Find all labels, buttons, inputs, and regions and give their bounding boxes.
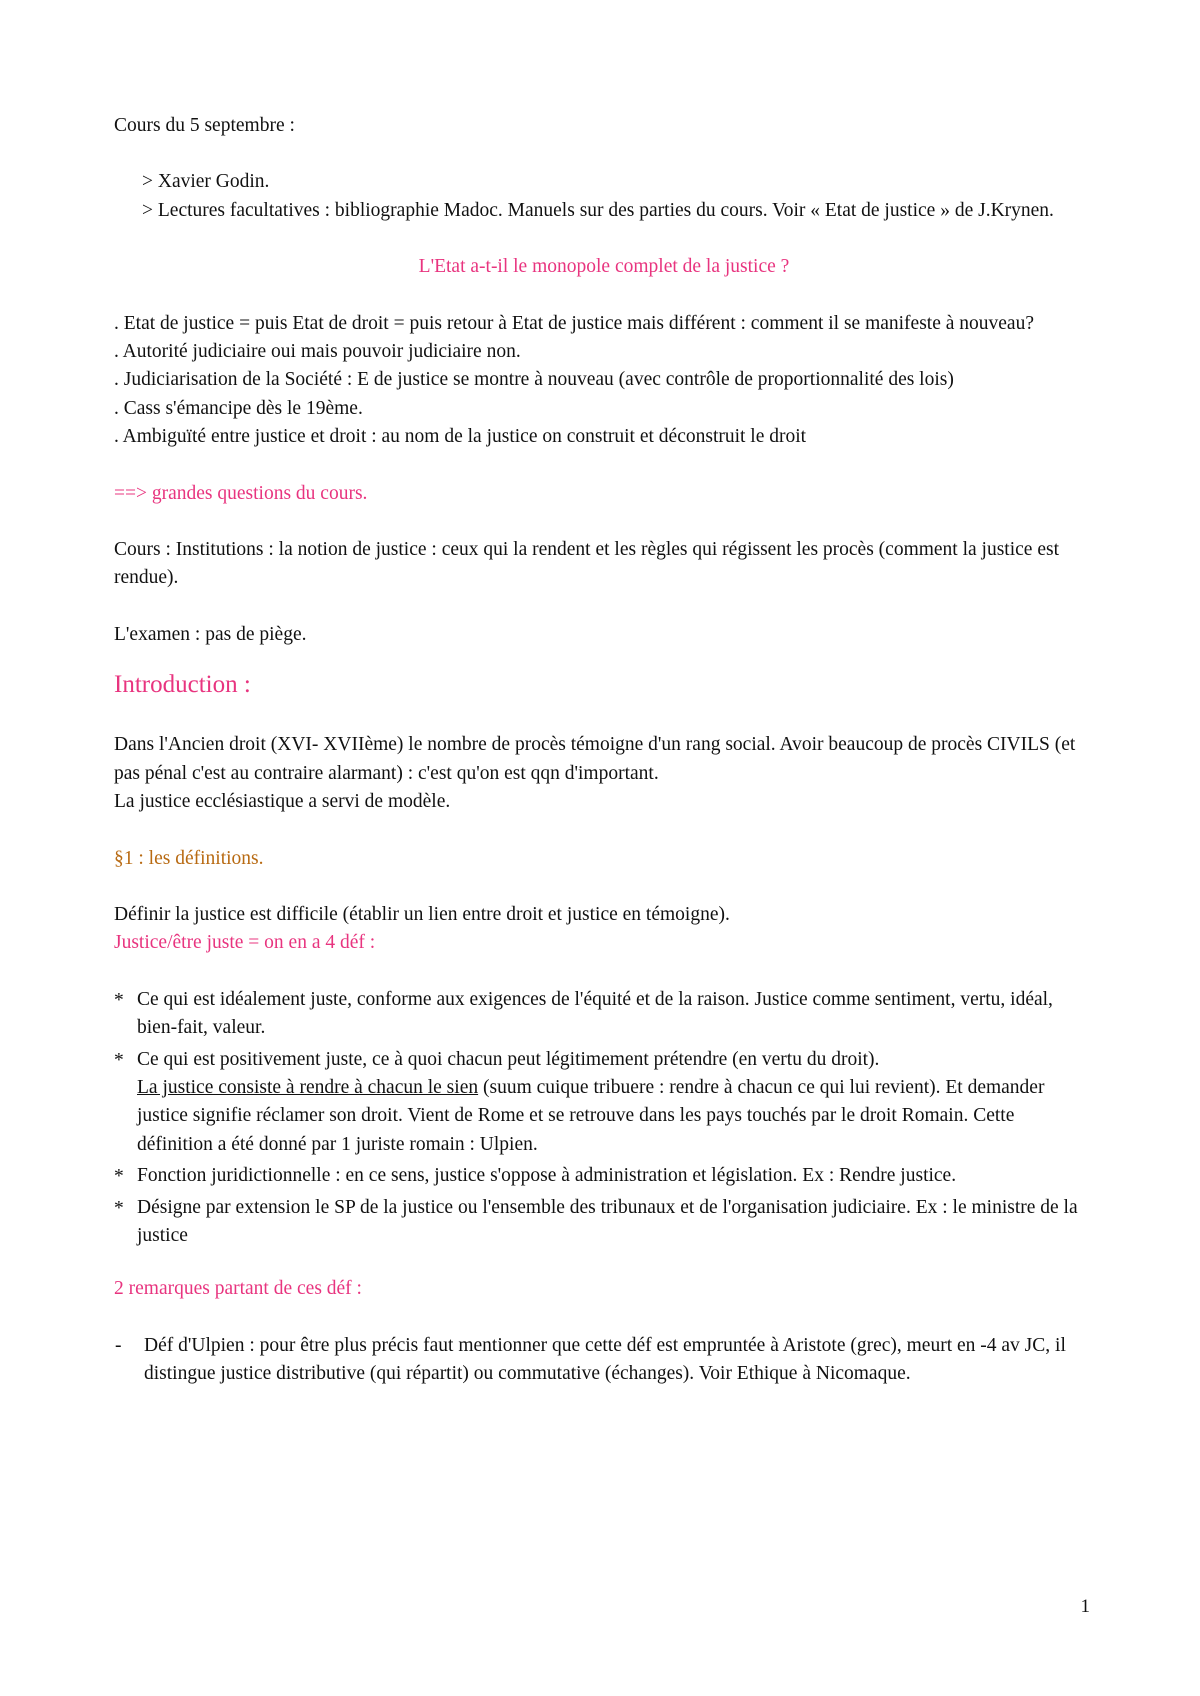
definition-item: [114, 1194, 1094, 1251]
definition-item: [114, 1162, 1094, 1190]
definition-intro: Définir la justice est difficile (établir un lien entre droit et justice en témoigne).: [114, 903, 730, 925]
definition-text: Fonction juridictionnelle : en ce sens, justice s'oppose à administration et législation. Ex : Rendre justice.: [137, 1165, 957, 1187]
definition-count: Justice/être juste = on en a 4 déf :: [114, 932, 376, 954]
course-date: Cours du 5 septembre :: [114, 115, 295, 136]
course-description: Cours : Institutions : la notion de justice : ceux qui la rendent et les règles qui régissent les procès (comment la justice est rendue).: [114, 539, 1059, 589]
section-1-heading: §1 : les définitions.: [114, 847, 264, 869]
definition-item: [114, 986, 1094, 1043]
definition-text-continued: (suum cuique tribuere : rendre à chacun ce qui lui revient). Et demander justice signifie réclamer son droit. Vient de Rome et se retrouve dans les pays touchés par le droit Romain. Cette définition a été donné par 1 juriste romain : Ulpien.: [137, 1076, 1045, 1155]
underlined-phrase: La justice consiste à rendre à chacun le sien: [137, 1076, 479, 1098]
point-2: . Autorité judiciaire oui mais pouvoir judiciaire non.: [114, 341, 521, 363]
definition-text: Désigne par extension le SP de la justice ou l'ensemble des tribunaux et de l'organisation judiciaire. Ex : le ministre de la justice: [137, 1196, 1078, 1246]
definition-text: Ce qui est positivement juste, ce à quoi chacun peut légitimement prétendre (en vertu du droit).: [137, 1048, 880, 1070]
exam-note: L'examen : pas de piège.: [114, 623, 307, 645]
point-4: . Cass s'émancipe dès le 19ème.: [114, 397, 363, 419]
readings-line: > Lectures facultatives : bibliographie Madoc. Manuels sur des parties du cours. Voir « Etat de justice » de J.Krynen.: [142, 199, 1054, 221]
intro-paragraph-2: La justice ecclésiastique a servi de modèle.: [114, 791, 451, 813]
introduction-heading: Introduction :: [114, 671, 251, 699]
document-body: [114, 112, 1094, 1389]
remark-item: [114, 1332, 1094, 1389]
point-1: . Etat de justice = puis Etat de droit = puis retour à Etat de justice mais différent : comment il se manifeste à nouveau?: [114, 312, 1034, 334]
definition-item: [114, 1046, 1094, 1160]
professor-line: > Xavier Godin.: [142, 171, 270, 193]
intro-paragraph: Dans l'Ancien droit (XVI- XVIIème) le nombre de procès témoigne d'un rang social. Avoir beaucoup de procès CIVILS (et pas pénal c'est au contraire alarmant) : c'est qu'on est qqn d'important.: [114, 734, 1076, 784]
remarks-list: [114, 1332, 1094, 1389]
definitions-list: [114, 986, 1094, 1251]
definition-text: Ce qui est idéalement juste, conforme aux exigences de l'équité et de la raison. Justice comme sentiment, vertu, idéal, bien-fait, valeur.: [137, 988, 1053, 1039]
point-5: . Ambiguïté entre justice et droit : au nom de la justice on construit et déconstruit le droit: [114, 426, 807, 448]
remark-text: Déf d'Ulpien : pour être plus précis faut mentionner que cette déf est empruntée à Aristote (grec), meurt en -4 av JC, il distingue justice distributive (qui répartit) ou commutative (échanges). Voir Ethique à Nicomaque.: [144, 1334, 1066, 1385]
big-questions: ==> grandes questions du cours.: [114, 482, 368, 504]
question-title: L'Etat a-t-il le monopole complet de la justice ?: [418, 256, 790, 278]
page-number: 1: [1080, 1596, 1090, 1617]
remarks-heading: 2 remarques partant de ces déf :: [114, 1278, 362, 1300]
point-3: . Judiciarisation de la Société : E de justice se montre à nouveau (avec contrôle de proportionnalité des lois): [114, 369, 954, 391]
